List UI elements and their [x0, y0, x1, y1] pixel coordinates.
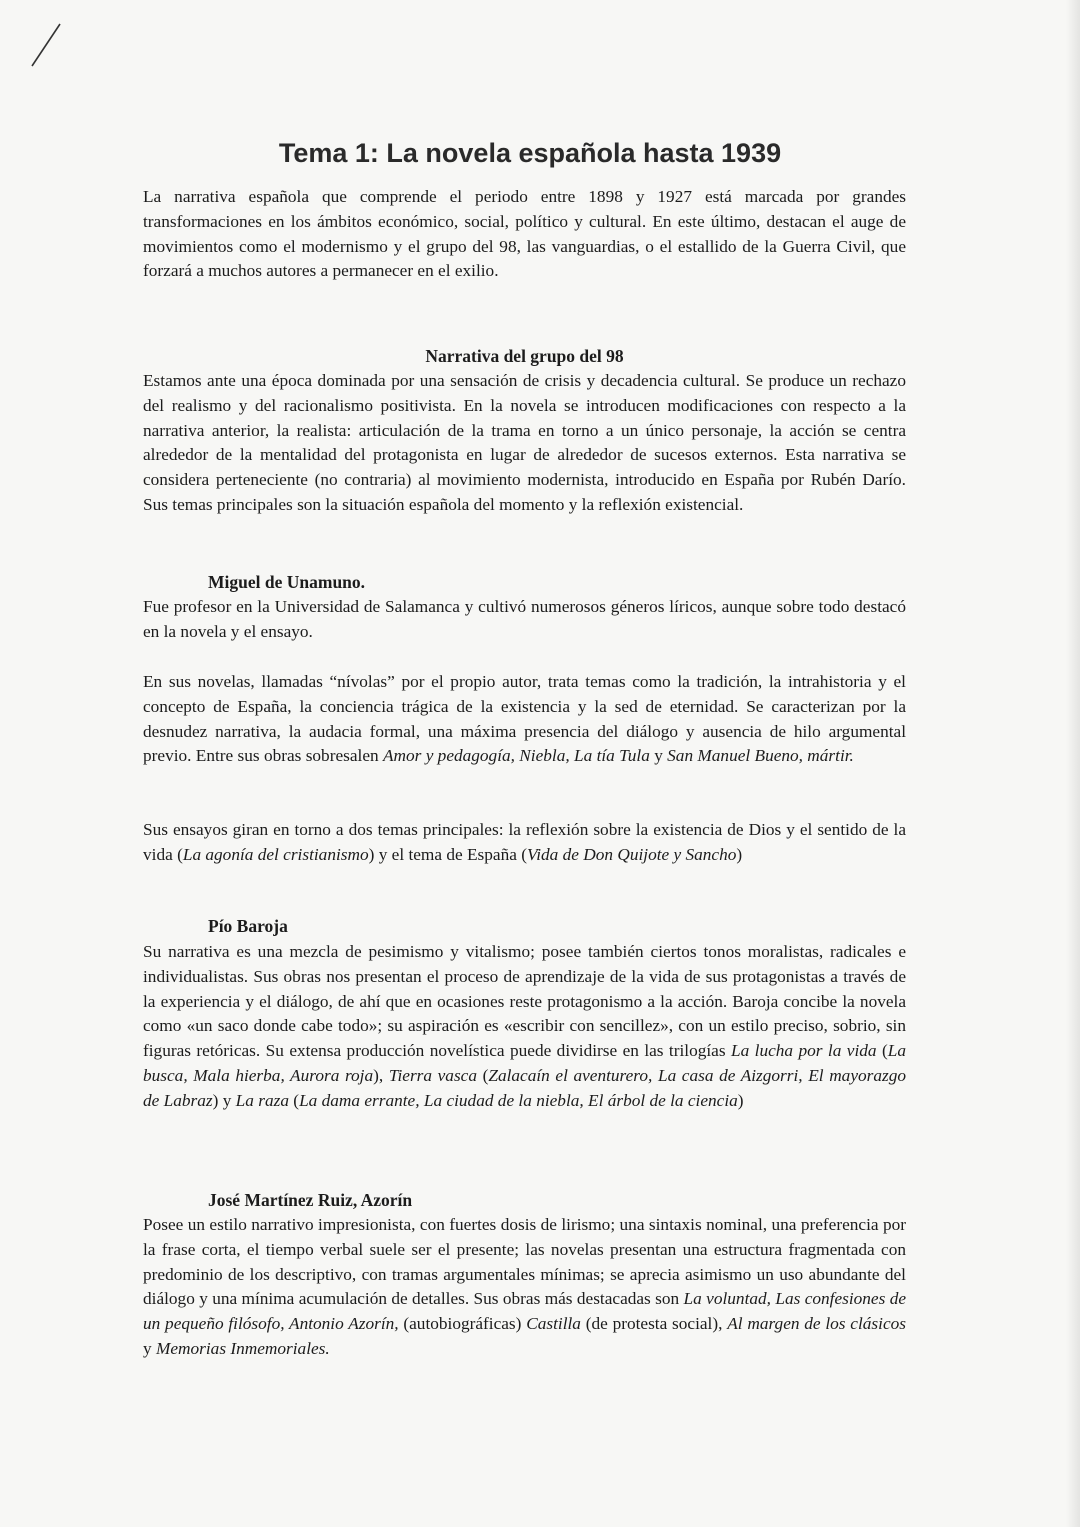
- text-segment: Fue profesor en la Universidad de Salamanca y cultivó numerosos géneros líricos, aunque sobre todo destacó en la novela y el ensayo.: [143, 597, 906, 641]
- text-segment: (: [476, 1065, 489, 1085]
- text-segment: En sus novelas, llamadas “nívolas” por el propio autor, trata temas como la tradición, la intrahistoria y el concepto de España, la conciencia trágica de la existencia y la sed de eternidad. Se caracterizan por la desnudez narrativa, la audacia formal, una máxima presencia del diálogo y ausencia de hilo argumental previo. Entre sus obras sobresalen: [143, 672, 906, 766]
- italic-title-text: La lucha por la vida: [731, 1041, 877, 1061]
- italic-title-text: La busca, Mala hierba, Aurora roja: [143, 1041, 906, 1085]
- section-paragraph: [143, 369, 906, 518]
- text-segment: Posee un estilo narrativo impresionista, con fuertes dosis de lirismo; una sintaxis nominal, una preferencia por la frase corta, el tiempo verbal suele ser el presente; las novelas presentan una estructura fragmentada con predominio de los descriptivo, con tramas argumentales mínimas; se aprecia asimismo un uso abundante del diálogo y una mínima acumulación de detalles. Sus obras más destacadas son: [143, 1215, 906, 1309]
- text-segment: (: [876, 1041, 888, 1061]
- baroja-paragraph: [143, 940, 906, 1114]
- italic-title-text: La agonía del cristianismo: [182, 844, 369, 864]
- author-heading-azorin: José Martínez Ruiz, Azorín: [208, 1190, 413, 1210]
- page-title: Tema 1: La novela española hasta 1939: [278, 138, 782, 168]
- text-segment: ) y el tema de España (: [368, 844, 527, 864]
- scan-edge-shadow: [1066, 0, 1080, 1527]
- intro-paragraph: [143, 185, 906, 284]
- unamuno-paragraph-2: [143, 670, 906, 769]
- italic-title-text: Memorias Inmemoriales.: [155, 1338, 330, 1358]
- text-segment: (de protesta social),: [580, 1314, 728, 1334]
- pen-stroke-mark: [30, 20, 70, 70]
- italic-title-text: San Manuel Bueno, mártir.: [667, 746, 854, 766]
- italic-title-text: La dama errante, La ciudad de la niebla, El árbol de la ciencia: [299, 1090, 738, 1110]
- text-segment: (autobiográficas): [398, 1314, 527, 1334]
- text-segment: ): [737, 1090, 744, 1110]
- unamuno-paragraph-1: [143, 595, 906, 645]
- text-segment: Sus ensayos giran en torno a dos temas principales: la reflexión sobre la existencia de Dios y el sentido de la vida (: [143, 820, 906, 864]
- text-segment: Su narrativa es una mezcla de pesimismo y vitalismo; posee también ciertos tonos moralistas, radicales e individualistas. Sus obras nos presentan el proceso de aprendizaje de la vida de sus protagonistas a través de la experiencia y el diálogo, de ahí que en ocasiones reste protagonismo a la acción. Baroja concibe la novela como «un saco donde cabe todo»; su aspiración es «escribir con sencillez», con un estilo preciso, sobrio, sin figuras retóricas. Su extensa producción novelística puede dividirse en las trilogías: [143, 942, 906, 1061]
- italic-title-text: Amor y pedagogía, Niebla, La tía Tula: [382, 746, 650, 766]
- text-segment: (: [288, 1090, 300, 1110]
- azorin-paragraph: [143, 1213, 906, 1362]
- text-segment: ),: [373, 1065, 389, 1085]
- text-segment: ) y: [212, 1090, 236, 1110]
- italic-title-text: Zalacaín el aventurero, La casa de Aizgorri, El mayorazgo de Labraz: [143, 1065, 907, 1110]
- italic-title-text: Tierra vasca: [388, 1065, 477, 1085]
- italic-title-text: Al margen de los clásicos: [727, 1314, 906, 1334]
- italic-title-text: Vida de Don Quijote y Sancho: [526, 844, 737, 864]
- italic-title-text: Castilla: [526, 1314, 581, 1334]
- text-segment: La narrativa española que comprende el periodo entre 1898 y 1927 está marcada por grandes transformaciones en los ámbitos económico, social, político y cultural. En este último, destacan el auge de movimientos como el modernismo y el grupo del 98, las vanguardias, o el estallido de la Guerra Civil, que forzará a muchos autores a permanecer en el exilio.: [143, 187, 906, 281]
- italic-title-text: La voluntad, Las confesiones de un pequeño filósofo, Antonio Azorín,: [143, 1289, 907, 1334]
- italic-title-text: La raza: [235, 1090, 289, 1110]
- text-segment: Estamos ante una época dominada por una sensación de crisis y decadencia cultural. Se produce un rechazo del realismo y del racionalismo positivista. En la novela se introducen modificaciones con respecto a la narrativa anterior, la realista: articulación de la trama en torno a un único personaje, la acción se centra alrededor de la mentalidad del protagonista en lugar de alrededor de sucesos externos. Esta narrativa se considera perteneciente (no contraria) al movimiento modernista, introducido en España por Rubén Darío. Sus temas principales son la situación española del momento y la reflexión existencial.: [143, 371, 906, 514]
- text-segment: y: [649, 746, 668, 766]
- unamuno-paragraph-3: [143, 818, 906, 868]
- text-segment: ): [736, 844, 743, 864]
- author-heading-baroja: Pío Baroja: [208, 916, 288, 936]
- section-heading: Narrativa del grupo del 98: [425, 346, 624, 366]
- author-heading-unamuno: Miguel de Unamuno.: [208, 572, 366, 592]
- text-segment: y: [143, 1338, 156, 1358]
